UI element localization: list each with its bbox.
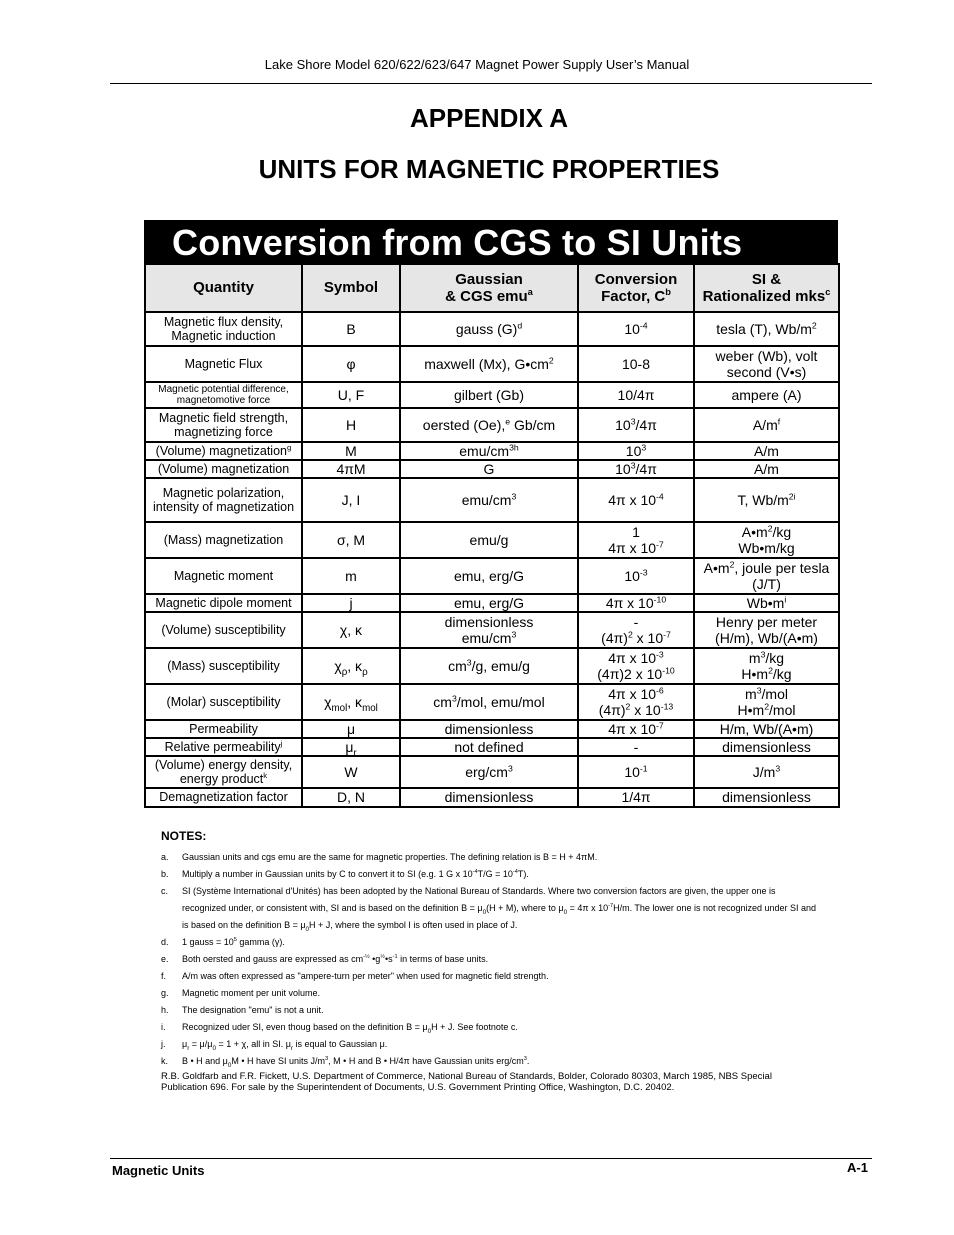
table-row bbox=[145, 408, 839, 442]
footer-page-number: A-1 bbox=[847, 1160, 868, 1175]
cell-symbol: M bbox=[302, 442, 400, 460]
cell-conversion-factor: $10^3/4\pi$ bbox=[578, 460, 694, 478]
notes-list bbox=[161, 849, 821, 1070]
table-banner: Conversion from CGS to SI Units bbox=[144, 220, 838, 263]
cell-symbol: $\chi_{mol}$, $\kappa_{mol}$ bbox=[302, 684, 400, 720]
cell-gaussian-unit: emu, erg/G bbox=[400, 558, 578, 594]
cell-conversion-factor: $10^{-4}$ bbox=[578, 312, 694, 346]
cell-conversion-factor: 4π x $10^{-4}$ bbox=[578, 478, 694, 522]
note-text: Magnetic moment per unit volume. bbox=[182, 988, 321, 998]
running-header: Lake Shore Model 620/622/623/647 Magnet Power Supply User’s Manual bbox=[264, 57, 690, 72]
cell-quantity: Magnetic dipole moment bbox=[145, 594, 302, 612]
table-row bbox=[145, 648, 839, 684]
note-key: h. bbox=[161, 1005, 169, 1015]
table-row bbox=[145, 522, 839, 558]
note-item bbox=[161, 951, 821, 968]
cell-quantity: Relative permeability$^j$ bbox=[145, 738, 302, 756]
note-key: d. bbox=[161, 937, 169, 947]
note-text: Multiply a number in Gaussian units by C to convert it to SI (e.g. 1 G x $10^{-4}T/G = 10^{-4}T$). bbox=[182, 869, 529, 879]
cell-quantity: (Mass) magnetization bbox=[145, 522, 302, 558]
cell-gaussian-unit: emu/$cm^{3h}$ bbox=[400, 442, 578, 460]
cell-si-unit: $Wb•m^i$ bbox=[694, 594, 839, 612]
cell-conversion-factor: $10^{-3}$ bbox=[578, 558, 694, 594]
cell-si-unit: $A•m^2/kg$ Wb•m/kg bbox=[694, 522, 839, 558]
note-text: SI (Système International d'Unités) has been adopted by the National Bureau of Standards. Where two conversion factors are given, the upper one is recognized under, or consistent with, SI and is based on the definition $B = \mu_0(H + M)$, where to $\mu_0 = 4\pi$ x $10^{-7}H/m$. The lower one is not recognized under SI and is based on the definition $B = \mu_0H + J$, where the symbol I is often used in place of J. bbox=[182, 886, 817, 933]
conversion-table-block bbox=[144, 220, 838, 808]
section-title: UNITS FOR MAGNETIC PROPERTIES bbox=[258, 154, 720, 184]
col-header-gaussian bbox=[400, 264, 578, 312]
table-header-row bbox=[145, 264, 839, 312]
cell-conversion-factor: 1 4π x $10^{-7}$ bbox=[578, 522, 694, 558]
note-key: i. bbox=[161, 1022, 166, 1032]
cell-si-unit: T, $Wb/m^{2i}$ bbox=[694, 478, 839, 522]
cell-si-unit: $A•m^2$, joule per tesla (J/T) bbox=[694, 558, 839, 594]
note-item bbox=[161, 1019, 821, 1036]
cell-quantity: (Volume) magnetization$^g$ bbox=[145, 442, 302, 460]
cell-quantity: Magnetic moment bbox=[145, 558, 302, 594]
col-header-si-line2: Rationalized mks bbox=[702, 288, 826, 305]
table-row bbox=[145, 346, 839, 382]
cell-symbol: χ, κ bbox=[302, 612, 400, 648]
table-row bbox=[145, 738, 839, 756]
cell-si-unit: dimensionless bbox=[694, 788, 839, 806]
cell-symbol: $\mu_r$ bbox=[302, 738, 400, 756]
cell-symbol: J, I bbox=[302, 478, 400, 522]
cell-conversion-factor: 10/4π bbox=[578, 382, 694, 408]
cell-quantity: Permeability bbox=[145, 720, 302, 738]
cell-si-unit: dimensionless bbox=[694, 738, 839, 756]
note-item bbox=[161, 985, 821, 1002]
cell-gaussian-unit: not defined bbox=[400, 738, 578, 756]
cell-si-unit: H/m, Wb/(A•m) bbox=[694, 720, 839, 738]
note-item bbox=[161, 1002, 821, 1019]
cell-symbol: U, F bbox=[302, 382, 400, 408]
cell-symbol: φ bbox=[302, 346, 400, 382]
cell-conversion-factor: 1/4π bbox=[578, 788, 694, 806]
note-text: Both oersted and gauss are expressed as $cm^{-\frac{1}{2}}$ $•g^{\frac{1}{2}}•s^{-1}$ in terms of base units. bbox=[182, 954, 489, 964]
note-key: g. bbox=[161, 988, 169, 998]
cell-si-unit: A/m bbox=[694, 460, 839, 478]
cell-gaussian-unit: dimensionless bbox=[400, 720, 578, 738]
note-key: e. bbox=[161, 954, 169, 964]
cell-symbol: 4πM bbox=[302, 460, 400, 478]
cell-conversion-factor: $10^3$ bbox=[578, 442, 694, 460]
cell-conversion-factor: 4π x $10^{-3}$ (4π)2 x $10^{-10}$ bbox=[578, 648, 694, 684]
cell-quantity: Magnetic field strength, magnetizing force bbox=[145, 408, 302, 442]
header-rule bbox=[110, 83, 872, 84]
cell-gaussian-unit: dimensionless bbox=[400, 788, 578, 806]
cell-si-unit: ampere (A) bbox=[694, 382, 839, 408]
cell-symbol: σ, M bbox=[302, 522, 400, 558]
cell-si-unit: tesla (T), $Wb/m^2$ bbox=[694, 312, 839, 346]
cell-conversion-factor: 10-8 bbox=[578, 346, 694, 382]
cell-gaussian-unit: dimensionless emu/$cm^3$ bbox=[400, 612, 578, 648]
conversion-table bbox=[144, 263, 840, 808]
cell-quantity: Demagnetization factor bbox=[145, 788, 302, 806]
cell-gaussian-unit: oersted (Oe),$^e$ Gb/cm bbox=[400, 408, 578, 442]
note-item bbox=[161, 1036, 821, 1053]
cell-quantity: Magnetic potential difference, magnetomotive force bbox=[145, 382, 302, 408]
cell-gaussian-unit: emu/g bbox=[400, 522, 578, 558]
cell-quantity: Magnetic flux density, Magnetic induction bbox=[145, 312, 302, 346]
cell-conversion-factor: - $(4\pi)^2$ x $10^{-7}$ bbox=[578, 612, 694, 648]
cell-quantity: Magnetic Flux bbox=[145, 346, 302, 382]
cell-si-unit: Henry per meter (H/m), Wb/(A•m) bbox=[694, 612, 839, 648]
col-header-factor bbox=[578, 264, 694, 312]
cell-conversion-factor: - bbox=[578, 738, 694, 756]
note-key: j. bbox=[161, 1039, 166, 1049]
cell-conversion-factor: $10^3/4\pi$ bbox=[578, 408, 694, 442]
cell-quantity: (Volume) susceptibility bbox=[145, 612, 302, 648]
note-item bbox=[161, 849, 821, 866]
cell-conversion-factor: 4π x $10^{-6}$ $(4\pi)^2$ x $10^{-13}$ bbox=[578, 684, 694, 720]
note-text: The designation "emu" is not a unit. bbox=[182, 1005, 324, 1015]
cell-symbol: W bbox=[302, 756, 400, 788]
cell-gaussian-unit: $cm^3/g$, emu/g bbox=[400, 648, 578, 684]
cell-si-unit: $A/m^f$ bbox=[694, 408, 839, 442]
table-row bbox=[145, 756, 839, 788]
col-header-factor-line1: Conversion bbox=[594, 270, 678, 288]
col-header-symbol: Symbol bbox=[302, 264, 400, 312]
note-item bbox=[161, 934, 821, 951]
cell-symbol: $\chi_\rho$, $\kappa_\rho$ bbox=[302, 648, 400, 684]
col-header-gaussian-line1: Gaussian bbox=[455, 270, 523, 288]
note-text: Recognized uder SI, even thoug based on the definition $B = \mu_0H + J$. See footnote c. bbox=[182, 1022, 518, 1035]
col-header-quantity: Quantity bbox=[145, 264, 302, 312]
cell-symbol: H bbox=[302, 408, 400, 442]
cell-symbol: j bbox=[302, 594, 400, 612]
note-key: b. bbox=[161, 869, 169, 879]
table-row bbox=[145, 312, 839, 346]
cell-conversion-factor: 4π x $10^{-7}$ bbox=[578, 720, 694, 738]
cell-quantity: (Volume) magnetization bbox=[145, 460, 302, 478]
cell-gaussian-unit: emu/$cm^3$ bbox=[400, 478, 578, 522]
cell-symbol: m bbox=[302, 558, 400, 594]
notes-section bbox=[161, 829, 821, 1093]
cell-quantity: (Volume) energy density, energy product$^k$ bbox=[145, 756, 302, 788]
cell-quantity: Magnetic polarization, intensity of magnetization bbox=[145, 478, 302, 522]
note-text: 1 gauss = $10^5$ gamma (γ). bbox=[182, 937, 285, 947]
note-text: Gaussian units and cgs emu are the same for magnetic properties. The defining relation is B = H + 4πM. bbox=[182, 852, 598, 862]
note-key: a. bbox=[161, 852, 169, 862]
footer-rule bbox=[110, 1158, 872, 1159]
cell-gaussian-unit: emu, erg/G bbox=[400, 594, 578, 612]
footer-section-name: Magnetic Units bbox=[112, 1163, 205, 1178]
note-text: B • H and $\mu_0M$ • H have SI units $J/m^3$, M • H and B • H/4π have Gaussian units erg/$cm^3$. bbox=[182, 1056, 530, 1069]
cell-conversion-factor: 4π x $10^{-10}$ bbox=[578, 594, 694, 612]
table-row bbox=[145, 442, 839, 460]
cell-gaussian-unit: maxwell (Mx), $G•cm^2$ bbox=[400, 346, 578, 382]
note-key: c. bbox=[161, 886, 169, 896]
col-header-si-line1: SI & bbox=[751, 270, 782, 288]
cell-symbol: μ bbox=[302, 720, 400, 738]
note-key: k. bbox=[161, 1056, 169, 1066]
note-item bbox=[161, 866, 821, 883]
footnote-mark: c bbox=[825, 287, 831, 297]
cell-quantity: (Mass) susceptibility bbox=[145, 648, 302, 684]
cell-symbol: B bbox=[302, 312, 400, 346]
cell-si-unit: $J/m^3$ bbox=[694, 756, 839, 788]
cell-symbol: D, N bbox=[302, 788, 400, 806]
cell-si-unit: $m^3/kg$ $H•m^2/kg$ bbox=[694, 648, 839, 684]
note-text: A/m was often expressed as "ampere-turn per meter" when used for magnetic field strength. bbox=[182, 971, 549, 981]
cell-si-unit: A/m bbox=[694, 442, 839, 460]
cell-gaussian-unit: erg/$cm^3$ bbox=[400, 756, 578, 788]
note-item bbox=[161, 1053, 821, 1070]
table-row bbox=[145, 594, 839, 612]
cell-gaussian-unit: G bbox=[400, 460, 578, 478]
notes-title: NOTES: bbox=[161, 829, 207, 843]
note-item bbox=[161, 968, 821, 985]
table-row bbox=[145, 612, 839, 648]
table-row bbox=[145, 382, 839, 408]
table-row bbox=[145, 788, 839, 806]
reference-citation: R.B. Goldfarb and F.R. Fickett, U.S. Department of Commerce, National Bureau of Standards, Bolder, Colorado 80303, March 1985, NBS Special Publication 696. For sale by the Superintendent of Documents, U.S. Government Printing Office, Washington, D.C. 20402. bbox=[161, 1071, 772, 1093]
cell-gaussian-unit: gauss $(G)^d$ bbox=[400, 312, 578, 346]
appendix-title: APPENDIX A bbox=[410, 103, 568, 133]
table-row bbox=[145, 558, 839, 594]
note-text: $\mu_r = \mu/\mu_0 = 1 + \chi$, all in SI. $\mu_r$ is equal to Gaussian μ. bbox=[182, 1039, 388, 1052]
col-header-gaussian-line2: & CGS emu bbox=[445, 288, 528, 305]
cell-quantity: (Molar) susceptibility bbox=[145, 684, 302, 720]
cell-si-unit: weber (Wb), volt second (V•s) bbox=[694, 346, 839, 382]
cell-si-unit: $m^3$/mol $H•m^2$/mol bbox=[694, 684, 839, 720]
footnote-mark: b bbox=[665, 287, 671, 297]
table-row bbox=[145, 478, 839, 522]
table-body bbox=[145, 312, 839, 807]
table-row bbox=[145, 684, 839, 720]
col-header-si bbox=[694, 264, 839, 312]
table-row bbox=[145, 720, 839, 738]
cell-gaussian-unit: gilbert (Gb) bbox=[400, 382, 578, 408]
note-item bbox=[161, 883, 821, 934]
footnote-mark: a bbox=[527, 287, 533, 297]
col-header-factor-line2: Factor, C bbox=[601, 288, 666, 305]
cell-conversion-factor: $10^{-1}$ bbox=[578, 756, 694, 788]
table-row bbox=[145, 460, 839, 478]
note-key: f. bbox=[161, 971, 167, 981]
cell-gaussian-unit: $cm^3$/mol, emu/mol bbox=[400, 684, 578, 720]
